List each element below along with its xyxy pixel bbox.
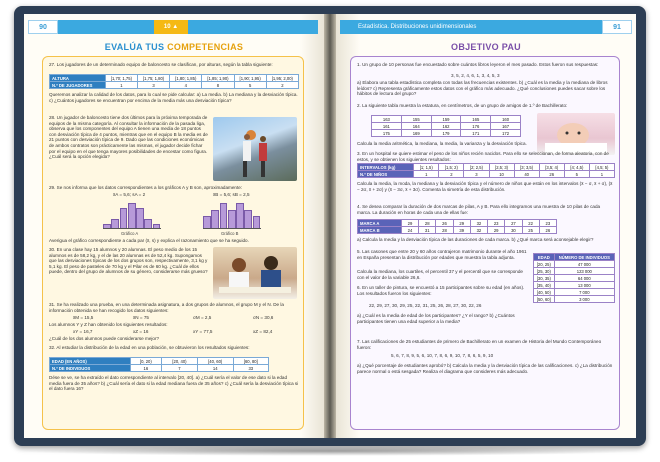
exercise-29-tail: Averigua el gráfico correspondiente a cada par (x̄, s) y explica el razonamiento que se ha seguido. [49,238,249,243]
histogram-a [103,201,161,229]
exercise-2-question: Calcula la media aritmética, la mediana, la media, la varianza y la desviación típica. [357,141,527,146]
table-cell: 40 [514,171,539,178]
ex31-res-3: xY = 77,5 [193,329,213,334]
table-cell: INTERVALOS (kg) [358,164,414,171]
histogram-bar [120,208,128,229]
exercise-2: 2. La siguiente tabla muestra la estatura, en centímetros, de un grupo de amigos de 1.º de Bachillerato: [357,103,568,108]
table-cell: 155 [401,116,431,123]
left-page [24,14,324,438]
section-bold: COMPETENCIAS [167,42,244,52]
histogram-bar [128,203,136,229]
students-photo [213,247,297,299]
histogram-bar [236,203,244,229]
table-cell: 3 000 [554,296,614,303]
ex29-stat-a: x̄A = 5,6; sA = 2 [113,192,146,197]
exercise-30: 30. En una clase hay 15 alumnos y 20 alumnas. El peso medio de los 15 alumnos es de 58,2 kg, y el de las 20 alumnas es de 52,4 kg. Supongamos que las desviaciones típicas de los dos grupos son, respectivamente, 3,1 kg y 5,1 kg. El peso de pasteles de 70 kg y el Pilar es de 60 kg. ¿Cuál de ellos puede, dentro del grupo de alumnos de su género, considerarse más grueso? [49,247,208,275]
histogram-b [203,201,261,229]
table-row [534,282,615,289]
histogram-bar [136,208,144,229]
ex31-res-2: xZ = 16 [133,329,149,334]
exercise-4-questions: a) Calcula la media y la desviación típica de las duraciones de cada marca. b) ¿Qué marca será aconsejable elegir? [357,237,594,242]
histogram-bar [244,210,252,230]
exercise-6-questions: a) ¿Cuál es la media de edad de los participantes? ¿Y el rango? b) ¿Cuántos participantes tienen una edad superior a la media? [357,313,515,324]
table-cell: 23 [488,220,505,227]
table-row [534,296,615,303]
table-cell: 171 [461,130,491,137]
table-cell: 2 [266,82,298,89]
table-cell: [25, 30) [534,268,555,275]
table-cell: 3 [137,82,169,89]
table-cell: 29 [488,227,505,234]
histogram-bar [228,210,236,230]
exercise-1: 1. Un grupo de 10 personas fue encuestado sobre cuántos libros leyeron el mes pasado. Estos fueron sus respuestas: [357,62,599,67]
table-27 [49,74,299,89]
right-page [336,14,636,438]
exercise-5: 5. Las casones que entre 20 y 60 años contrajeron matrimonio durante el año 1961 en España presentan la distribución por edades que muestra la tabla adjunta. [357,249,527,260]
table-cell: 2 [439,171,464,178]
table-cell: 163 [372,116,402,123]
exercise-27-questions: Queremos analizar la calidad de los datos, para lo cual se pide calcular: a) La media. b) La mediana y la desviación típica. c) ¿Cuántos jugadores se encuentran por encima de la media más una desviación típica? [49,92,298,103]
table-cell: 1 [105,82,137,89]
table-cell: 30 [505,227,522,234]
table-cell: 10 [489,171,514,178]
table-cell: ALTURA [50,75,106,82]
histogram-bar [211,210,219,230]
table-cell: 23 [539,220,556,227]
table-5 [533,253,615,303]
table-cell: [1,5; 2) [439,164,464,171]
exercise-7: 7. Las calificaciones de 25 estudiantes de primero de Bachillerato en un examen de Historia del Mundo Contemporáneo fueron: [357,339,602,350]
table-cell: [30, 35) [534,275,555,282]
left-page-number: 90 [28,20,58,34]
table-cell: 175 [372,130,402,137]
right-header-text: Estadística. Distribuciones unidimensionales [358,24,477,30]
table-row [372,130,521,137]
table-cell: [3; 3,5) [514,164,539,171]
table-cell: [40, 60) [197,358,233,365]
table-cell: 28 [419,220,436,227]
table-cell: 159 [431,116,461,123]
table-cell: 161 [372,123,402,130]
table-cell: 32 [470,220,487,227]
table-cell: 33 [233,365,268,372]
exercise-32: 32. Al estudiar la distribución de la edad en una población, se obtuvieron los resultados siguientes: [49,345,250,350]
table-cell: EDAD (EN AÑOS) [50,358,131,365]
left-section-title [24,42,324,52]
table-cell: [35, 40) [534,282,555,289]
table-cell: 1 [414,171,439,178]
table-cell: 16 [130,365,161,372]
ex31-stat-1: x̄M = 15,5 [73,315,94,320]
table-cell: [60, 80] [233,358,268,365]
table-cell: 8 [202,82,234,89]
table-cell: 123 000 [554,268,614,275]
table-cell: 24 [401,227,418,234]
table-cell: [1,90; 1,95) [234,75,266,82]
table-cell: 26 [436,220,453,227]
ex29-stat-b: x̄B = 5,6; sB = 2,5 [213,192,250,197]
histogram-axis [103,228,161,229]
table-cell: 162 [431,123,461,130]
table-cell: 39 [453,227,470,234]
table-cell: 28 [436,227,453,234]
chapter-tag: 10 ▲ [154,20,188,34]
table-cell: [4,5; 5) [589,164,614,171]
section-label: EVALÚA TUS [104,42,165,52]
ex31-stat-4: σN = 30,6 [253,315,274,320]
table-row [372,123,521,130]
histogram-bar [220,203,228,229]
table-cell: [1,80; 1,85) [170,75,202,82]
table-cell: 179 [431,130,461,137]
right-section-title: OBJETIVO PAU [451,42,521,52]
table-cell: MARCA A [358,220,402,227]
table-cell: [1,85; 1,90) [202,75,234,82]
table-cell: 64 000 [554,275,614,282]
book-gutter [324,14,336,438]
right-page-number: 91 [602,20,632,34]
exercise-6: 6. En un taller de pintura, se encuestó a 15 participantes sobre su edad (en años). Los resultados fueron los siguientes: [357,285,525,296]
table-cell: 25 [522,227,539,234]
table-cell: 165 [461,116,491,123]
table-cell: 3 [464,171,489,178]
exercise-3-questions: Calcula la media, la moda, la mediana y la desviación típica y el número de niños que están en los intervalos (x̄ − σ, x̄ + σ), (x̄ − 2σ, x̄ + 2σ) y (x̄ − 3σ, x̄ + 3σ). Comenta la simetría de esta distribución. [357,181,613,192]
table-cell: 29 [401,220,418,227]
left-header [28,20,318,34]
table-cell: [4; 4,5) [564,164,589,171]
table-cell: 169 [401,130,431,137]
table-cell: [1,95; 2,00) [266,75,298,82]
table-cell: [40, 50) [534,289,555,296]
graph-b-caption: Gráfico B [221,231,239,236]
exercise-31: 31. Se ha realizado una prueba, en una determinada asignatura, a dos grupos de alumnos, el grupo M y el N. De la información obtenida se han recogido los datos siguientes: [49,302,284,313]
table-cell: 172 [491,130,521,137]
table-row [534,268,615,275]
exercise-31-b: Los alumnos Y y Z han obtenido los siguientes resultados: [49,322,168,327]
table-cell: 47 000 [554,261,614,268]
table-cell: 160 [491,116,521,123]
table-cell: MARCA B [358,227,402,234]
table-cell: [2; 2,5) [464,164,489,171]
exercise-7-questions: a) ¿Qué porcentaje de estudiantes aprobó? b) Calcula la media y la desviación típica de las calificaciones. c) ¿La distribución parece normal o está sesgada? Realiza el diagrama que consideres más adecuado. [357,363,613,374]
table-row [358,220,557,227]
table-cell: 167 [491,123,521,130]
pau-panel [350,56,620,430]
exercise-29: 29. Se nos informa que los datos correspondientes a los gráficos A y B son, aproximadamente: [49,185,243,190]
exercise-1-questions: a) Elabora una tabla estadística completa con todas las frecuencias existentes. b) ¿Cuál es la media y la mediana de libros leídos? c) Representa gráficamente estos datos con el gráfico más adecuado. ¿Qué conclusiones puedes sacar sobre los hábitos de lectura del grupo? [357,80,608,97]
table-cell: 22 [522,220,539,227]
exercise-32-questions: Dése se ve, se ha extraído el dato correspondiente al intervalo [20, 40]. a) ¿Cuál sería el valor de ese dato si la edad media fuera de 35 años? b) ¿Cuál sería el dato si la edad mediana fuera de 35 años? c) ¿Cuál sería la desviación típica si el dato fuera 16? [49,375,299,392]
table-header-cell: NÚMERO DE INDIVIDUOS [554,254,614,261]
table-cell: [20, 25) [534,261,555,268]
table-cell: [50, 60] [534,296,555,303]
table-cell: 4 [170,82,202,89]
table-cell: 5 [234,82,266,89]
ex31-stat-2: x̄N = 75 [133,315,149,320]
book-shadow [14,446,646,456]
table-cell: [3,5; 4) [539,164,564,171]
table-cell: [1,70; 1,75) [105,75,137,82]
table-cell: N.º DE INDIVIDUOS [50,365,131,372]
table-cell: 164 [401,123,431,130]
left-header-bar [58,20,318,34]
table-cell: 14 [197,365,233,372]
table-cell: 1 [589,171,614,178]
exercise-28: 28. Un jugador de baloncesto tiene dos últimos para la próxima temporada de equipos de la misma categoría. Al consultar la información de la pasada liga, observa que los componentes del equipo A tienen una media de 18 puntos con desviación típica de 4 puntos, mientras que en el equipo B la media es de 21 puntos con desviación típica de 9. Dado que las condiciones económicas de ambos contratos son prácticamente las mismas, el jugador decide fichar por el equipo en el que tenga mayores posibilidades de encestar como figura. ¿Cuál será la opción elegida? [49,115,208,160]
baby-photo [537,113,615,155]
table-cell: 7 [162,365,198,372]
table-header-cell: EDAD [534,254,555,261]
table-row [534,261,615,268]
table-cell: 26 [539,227,556,234]
exercise-5-question: Calcula la mediana, los cuartiles, el percentil 37 y el percentil que se corresponde con el valor de la variable 26,6. [357,269,523,280]
table-cell: 176 [461,123,491,130]
table-cell: [2,5; 3) [489,164,514,171]
table-cell: [0, 20) [130,358,161,365]
right-header [340,20,632,34]
table-cell: N.º DE JUGADORES [50,82,106,89]
histogram-bar [253,216,261,229]
table-2 [371,115,521,137]
table-32 [49,357,269,372]
table-cell: N.º DE NIÑOS [358,171,414,178]
exercise-6-data: 22, 29, 27, 30, 29, 25, 22, 31, 25, 26, 28, 27, 30, 22, 26 [369,303,482,308]
table-cell: 7 000 [554,289,614,296]
exercise-7-data: 5, 6, 7, 8, 9, 5, 6, 10, 7, 8, 6, 9, 10, 7, 8, 6, 5, 9, 10 [391,353,494,358]
exercise-27: 27. Los jugadores de un determinado equipo de baloncesto se clasifican, por alturas, según la tabla siguiente: [49,62,273,67]
table-cell: 27 [505,220,522,227]
histogram-bar [203,216,211,229]
table-cell: 31 [419,227,436,234]
table-cell: 29 [453,220,470,227]
table-cell: 26 [539,171,564,178]
table-cell: [1; 1,5) [414,164,439,171]
exercise-1-data: 3, 5, 2, 4, 6, 1, 3, 4, 5, 3 [451,73,500,78]
right-header-bar [340,20,602,34]
table-cell: [1,75; 1,80) [137,75,169,82]
table-cell: 13 000 [554,282,614,289]
ex31-res-1: xY = 16,7 [73,329,93,334]
histogram-axis [203,228,261,229]
table-cell: [20, 40) [162,358,198,365]
basketball-photo [213,117,297,181]
competencias-panel [42,56,304,430]
table-row [534,289,615,296]
table-row [372,116,521,123]
exercise-4: 4. Se desea comparar la duración de dos marcas de pilas, A y B. Para ello integramos una muestra de 10 pilas de cada marca. La duración en horas de cada una de ellas fue: [357,204,601,215]
exercise-3: 3. En un hospital se quiere estimar el peso de los niños recién nacidos. Para ello se seleccionan, de forma aleatoria, con de estos, y se obtienen los siguientes resultados: [357,151,609,162]
ex31-stat-3: σM = 2,5 [193,315,212,320]
table-3 [357,163,615,178]
table-cell: 5 [564,171,589,178]
exercise-31-question: ¿Cuál de los dos alumnos puede considerarse mejor? [49,336,160,341]
ex31-res-4: xZ = 82,4 [253,329,273,334]
table-4 [357,219,557,234]
graph-a-caption: Gráfico A [121,231,139,236]
table-row [358,227,557,234]
table-row [534,275,615,282]
table-header-row [534,254,615,261]
table-cell: 32 [470,227,487,234]
